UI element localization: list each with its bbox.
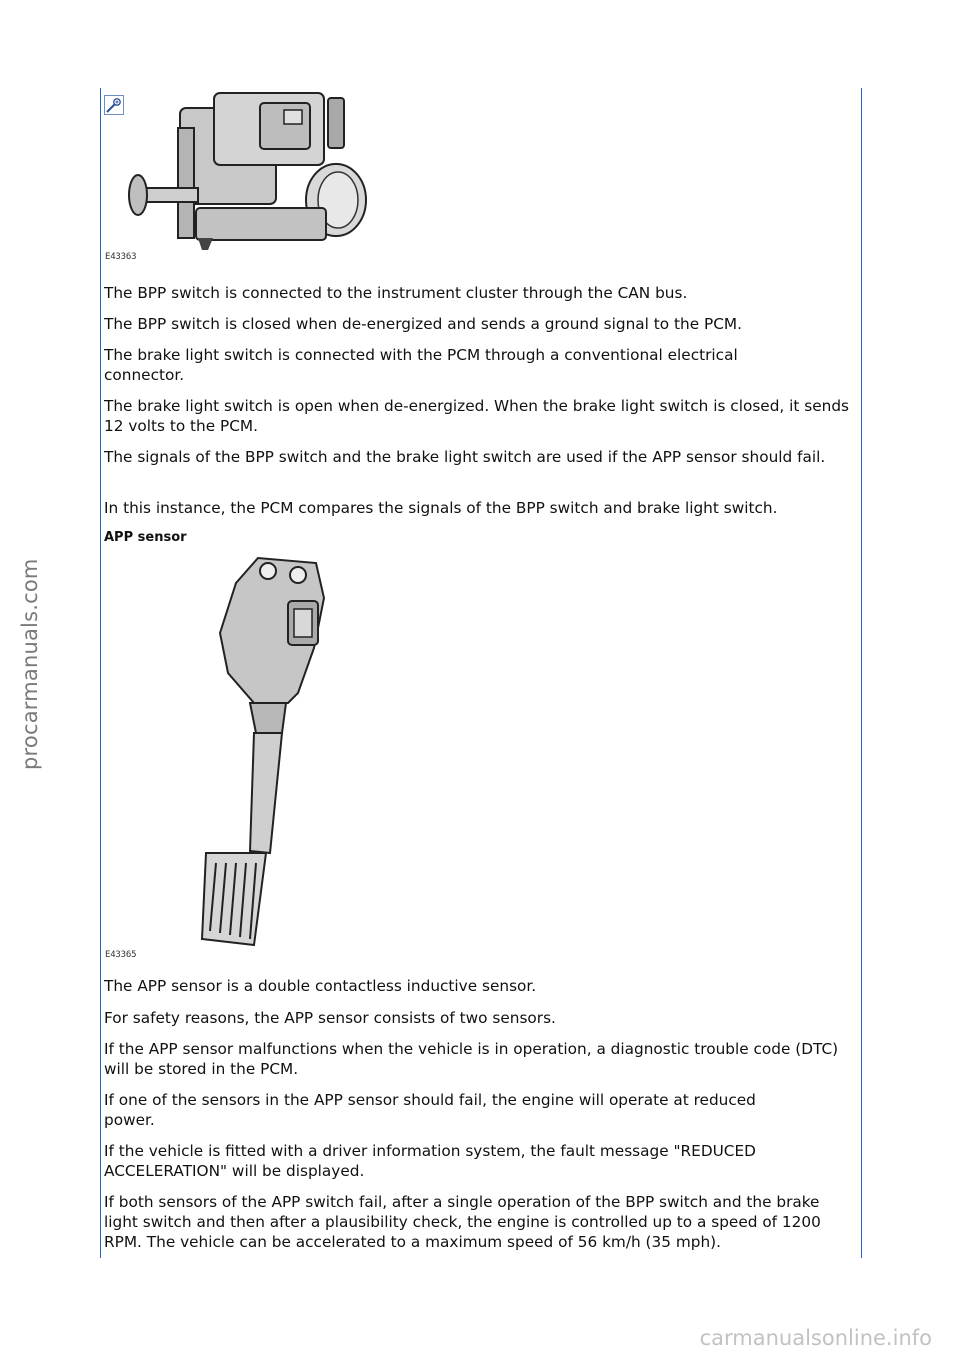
bottom-watermark: carmanualsonline.info bbox=[699, 1326, 932, 1350]
figure-label: E43365 bbox=[105, 950, 137, 960]
paragraph: If the vehicle is fitted with a driver information system, the fault message "REDUCED ACCELERATION" will be displayed. bbox=[104, 1142, 756, 1180]
paragraph: The BPP switch is closed when de-energized and sends a ground signal to the PCM. bbox=[104, 315, 742, 333]
paragraph: The brake light switch is open when de-energized. When the brake light switch is closed, it sends 12 volts to the PCM. bbox=[104, 397, 849, 435]
section-heading: APP sensor bbox=[104, 530, 187, 545]
paragraph: In this instance, the PCM compares the signals of the BPP switch and brake light switch. bbox=[104, 499, 778, 517]
paragraph: The BPP switch is connected to the instrument cluster through the CAN bus. bbox=[104, 284, 688, 302]
paragraph: For safety reasons, the APP sensor consists of two sensors. bbox=[104, 1009, 556, 1027]
paragraph: The signals of the BPP switch and the brake light switch are used if the APP sensor should fail. bbox=[104, 448, 826, 466]
paragraph: If the APP sensor malfunctions when the vehicle is in operation, a diagnostic trouble code (DTC) will be stored in the PCM. bbox=[104, 1040, 839, 1078]
bpp-switch-illustration bbox=[118, 88, 370, 256]
paragraph: The APP sensor is a double contactless inductive sensor. bbox=[104, 977, 537, 995]
figure-label: E43363 bbox=[105, 252, 137, 262]
paragraph: If one of the sensors in the APP sensor should fail, the engine will operate at reduced power. bbox=[104, 1091, 756, 1129]
side-watermark: procarmanuals.com bbox=[18, 558, 42, 770]
paragraph: The brake light switch is connected with the PCM through a conventional electrical connector. bbox=[104, 346, 738, 384]
app-sensor-illustration bbox=[196, 553, 336, 953]
paragraph: If both sensors of the APP switch fail, after a single operation of the BPP switch and the brake light switch and then after a plausibility check, the engine is controlled up to a speed of 1200 RPM. The vehicle can be accelerated to a maximum speed of 56 km/h (35 mph). bbox=[104, 1193, 821, 1251]
